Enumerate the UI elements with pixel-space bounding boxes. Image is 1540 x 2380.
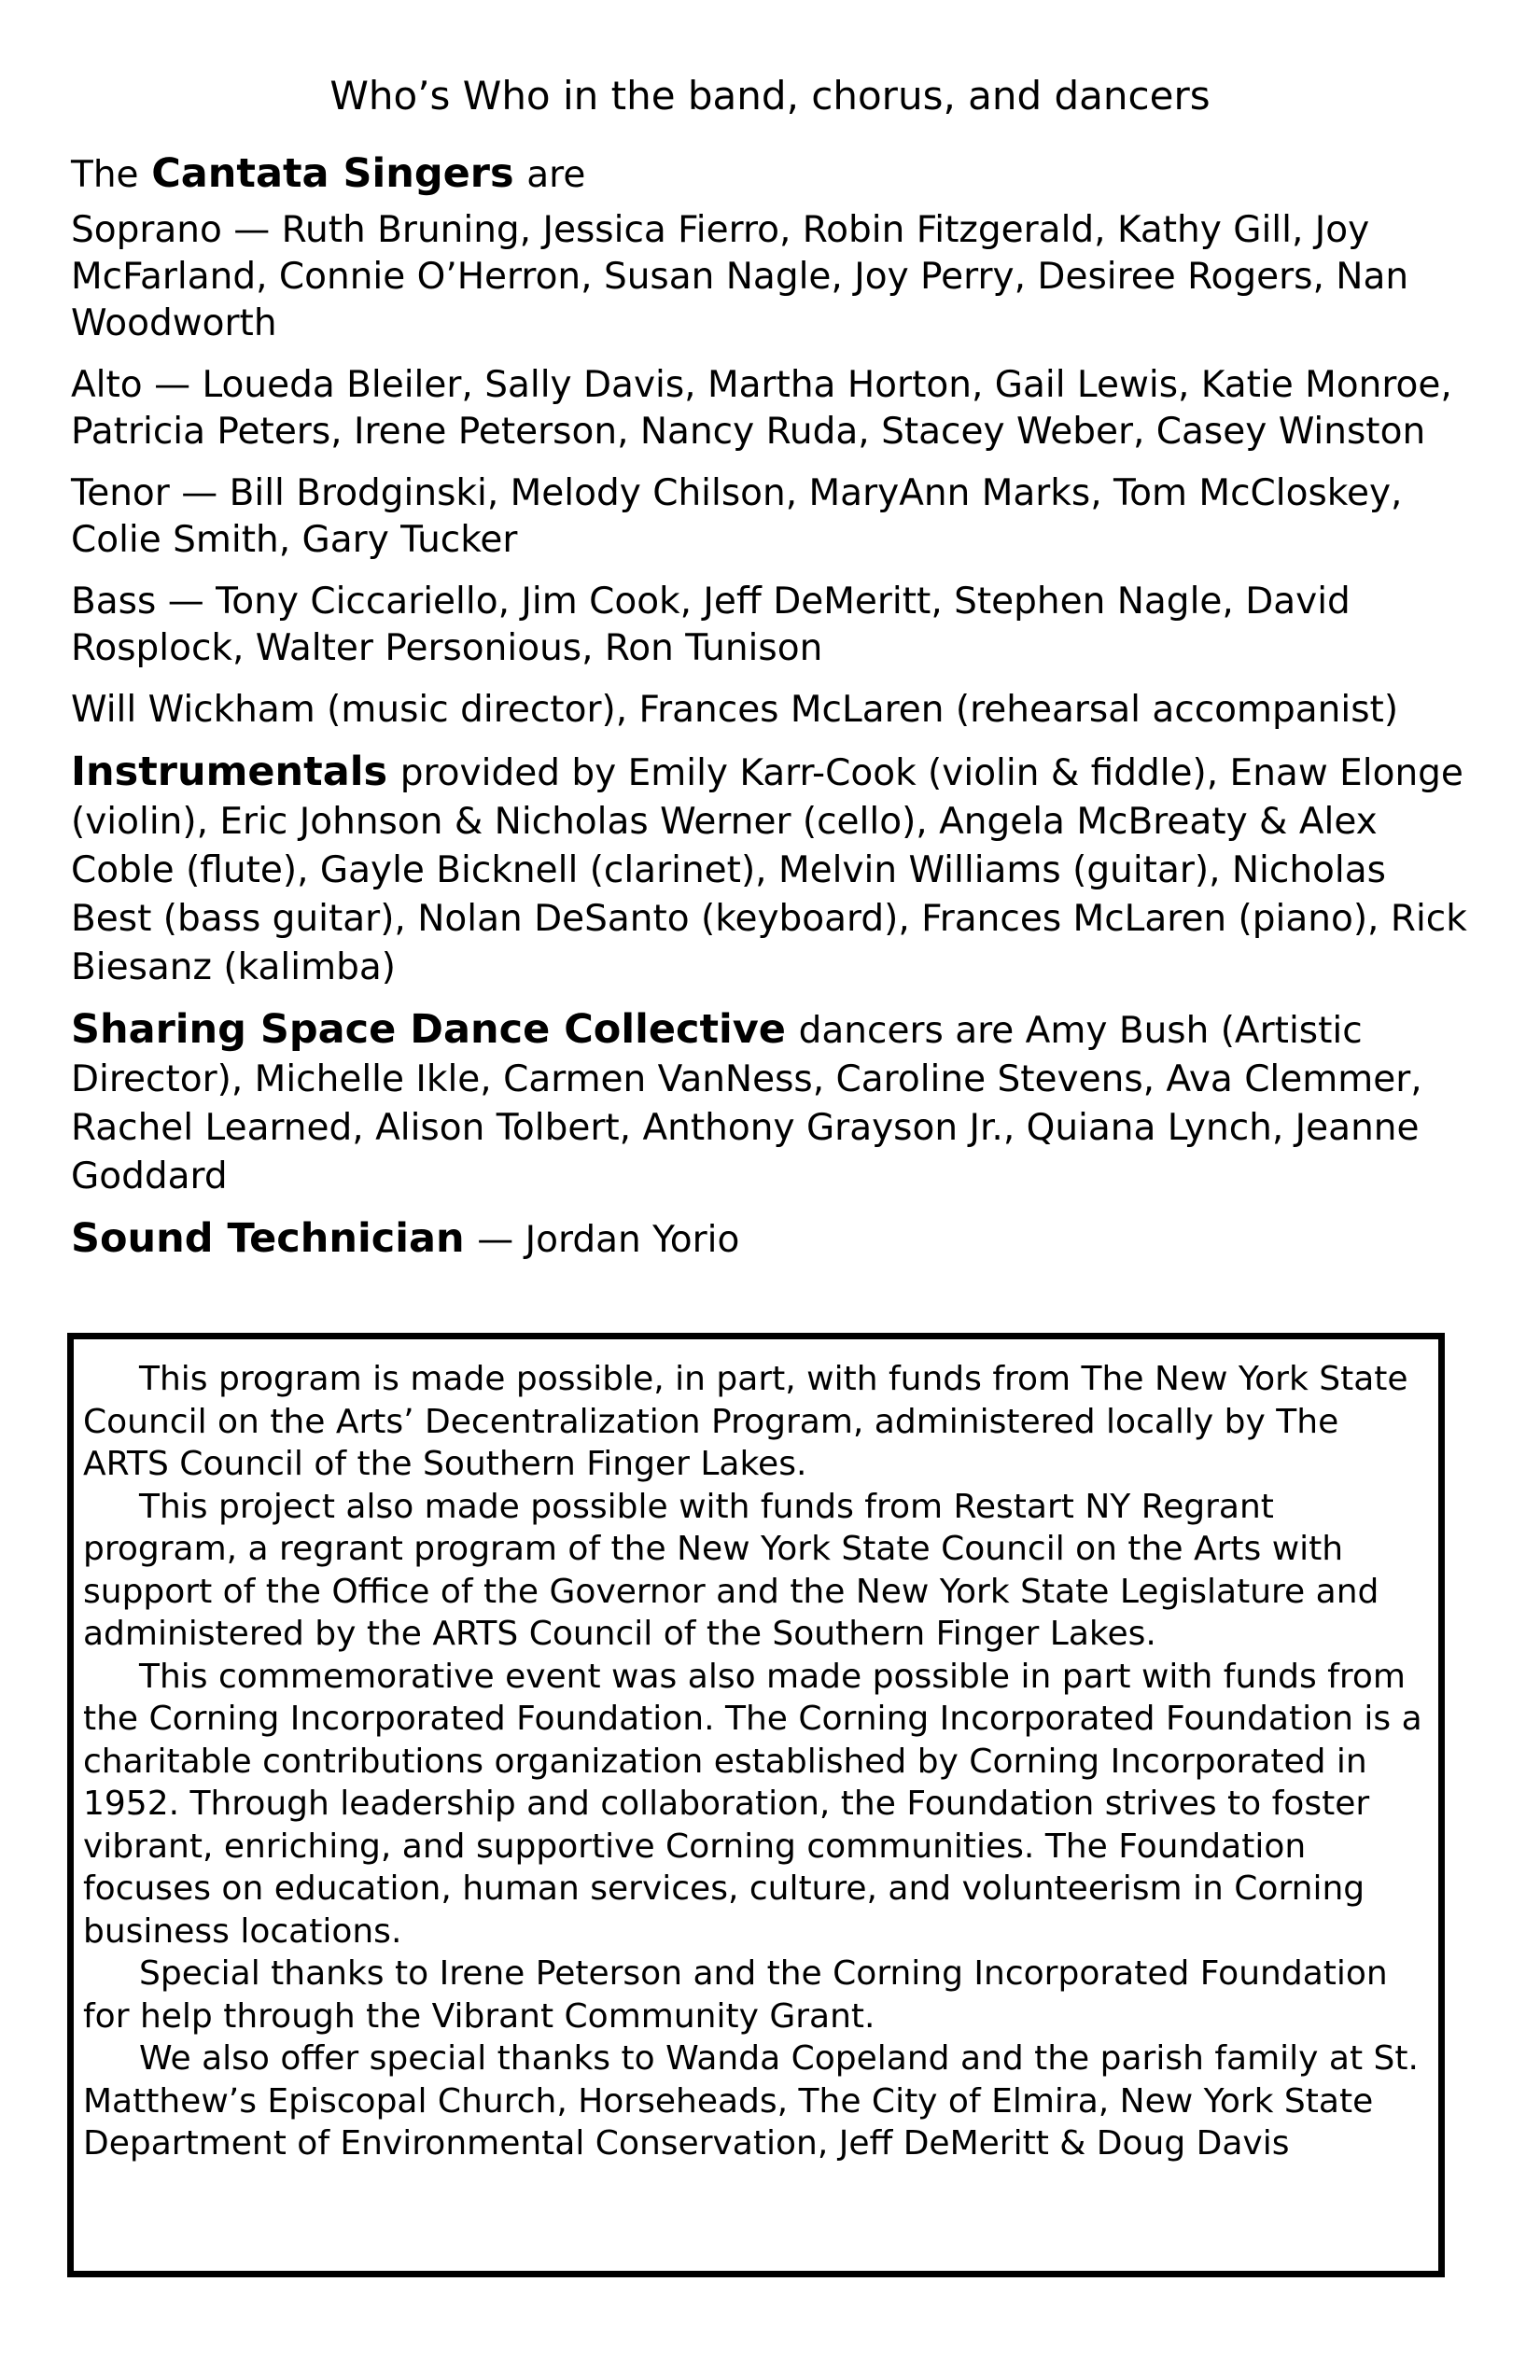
- directors-line: Will Wickham (music director), Frances McLaren (rehearsal accompanist): [71, 689, 1399, 731]
- sound-paragraph: [71, 1215, 1471, 1264]
- credit-paragraph-nysca: This program is made possible, in part, with funds from The New York State Council on the Arts’ Decentralization Program, administered locally by The ARTS Council of the Southern Finger Lakes.: [83, 1360, 1408, 1483]
- credit-paragraph-corning-foundation: This commemorative event was also made possible in part with funds from the Corning Incorporated Foundation. The Corning Incorporated Foundation is a charitable contributions organization established by Corning Incorporated in 1952. Through leadership and collaboration, the Foundation strives to foster vibrant, enriching, and supportive Corning communities. The Foundation focuses on education, human services, culture, and volunteerism in Corning business locations.: [83, 1657, 1422, 1951]
- sound-label: Sound Technician: [71, 1215, 465, 1262]
- cantata-intro: [71, 147, 1471, 202]
- dance-text: dancers are Amy Bush (Artistic Director), Michelle Ikle, Carmen VanNess, Caroline Stevens, Ava Clemmer, Rachel Learned, Alison Tolbert, Anthony Grayson Jr., Quiana Lynch, Jeanne Goddard: [71, 1010, 1422, 1197]
- credit-paragraph-additional-thanks: We also offer special thanks to Wanda Copeland and the parish family at St. Matthew’s Episcopal Church, Horseheads, The City of Elmira, New York State Department of Environmental Conservation, Jeff DeMeritt & Doug Davis: [83, 2039, 1419, 2163]
- cantata-name: Cantata Singers: [151, 150, 514, 197]
- sound-text: — Jordan Yorio: [477, 1219, 740, 1261]
- instrumentals-paragraph: [71, 749, 1471, 991]
- dance-label: Sharing Space Dance Collective: [71, 1006, 786, 1053]
- tenor-list: Tenor — Bill Brodginski, Melody Chilson, MaryAnn Marks, Tom McCloskey, Colie Smith, Gary Tucker: [71, 472, 1403, 561]
- alto-list: Alto — Loueda Bleiler, Sally Davis, Martha Horton, Gail Lewis, Katie Monroe, Patricia Peters, Irene Peterson, Nancy Ruda, Stacey Weber, Casey Winston: [71, 364, 1452, 453]
- instrumentals-text: provided by Emily Karr-Cook (violin & fiddle), Enaw Elonge (violin), Eric Johnson & Nicholas Werner (cello), Angela McBreaty & Alex Coble (flute), Gayle Bicknell (clarinet), Melvin Williams (guitar), Nicholas Best (bass guitar), Nolan DeSanto (keyboard), Frances McLaren (piano), Rick Biesanz (kalimba): [71, 752, 1467, 988]
- whos-who-section: [71, 147, 1471, 1279]
- dance-paragraph: [71, 1006, 1471, 1200]
- cantata-intro-suffix: are: [526, 154, 586, 196]
- bass-list: Bass — Tony Ciccariello, Jim Cook, Jeff DeMeritt, Stephen Nagle, David Rosplock, Walter Personious, Ron Tunison: [71, 581, 1351, 669]
- page-title: Who’s Who in the band, chorus, and dancers: [329, 73, 1211, 119]
- credit-paragraph-special-thanks: Special thanks to Irene Peterson and the Corning Incorporated Foundation for help through the Vibrant Community Grant.: [83, 1954, 1388, 2036]
- soprano-list: Soprano — Ruth Bruning, Jessica Fierro, Robin Fitzgerald, Kathy Gill, Joy McFarland, Connie O’Herron, Susan Nagle, Joy Perry, Desiree Rogers, Nan Woodworth: [71, 209, 1409, 344]
- cantata-intro-prefix: The: [71, 154, 139, 196]
- instrumentals-label: Instrumentals: [71, 749, 388, 795]
- funding-credits-box: [67, 1333, 1445, 2277]
- credit-paragraph-restart-ny: This project also made possible with funds from Restart NY Regrant program, a regrant program of the New York State Council on the Arts with support of the Office of the Governor and the New York State Legislature and administered by the ARTS Council of the Southern Finger Lakes.: [83, 1487, 1379, 1653]
